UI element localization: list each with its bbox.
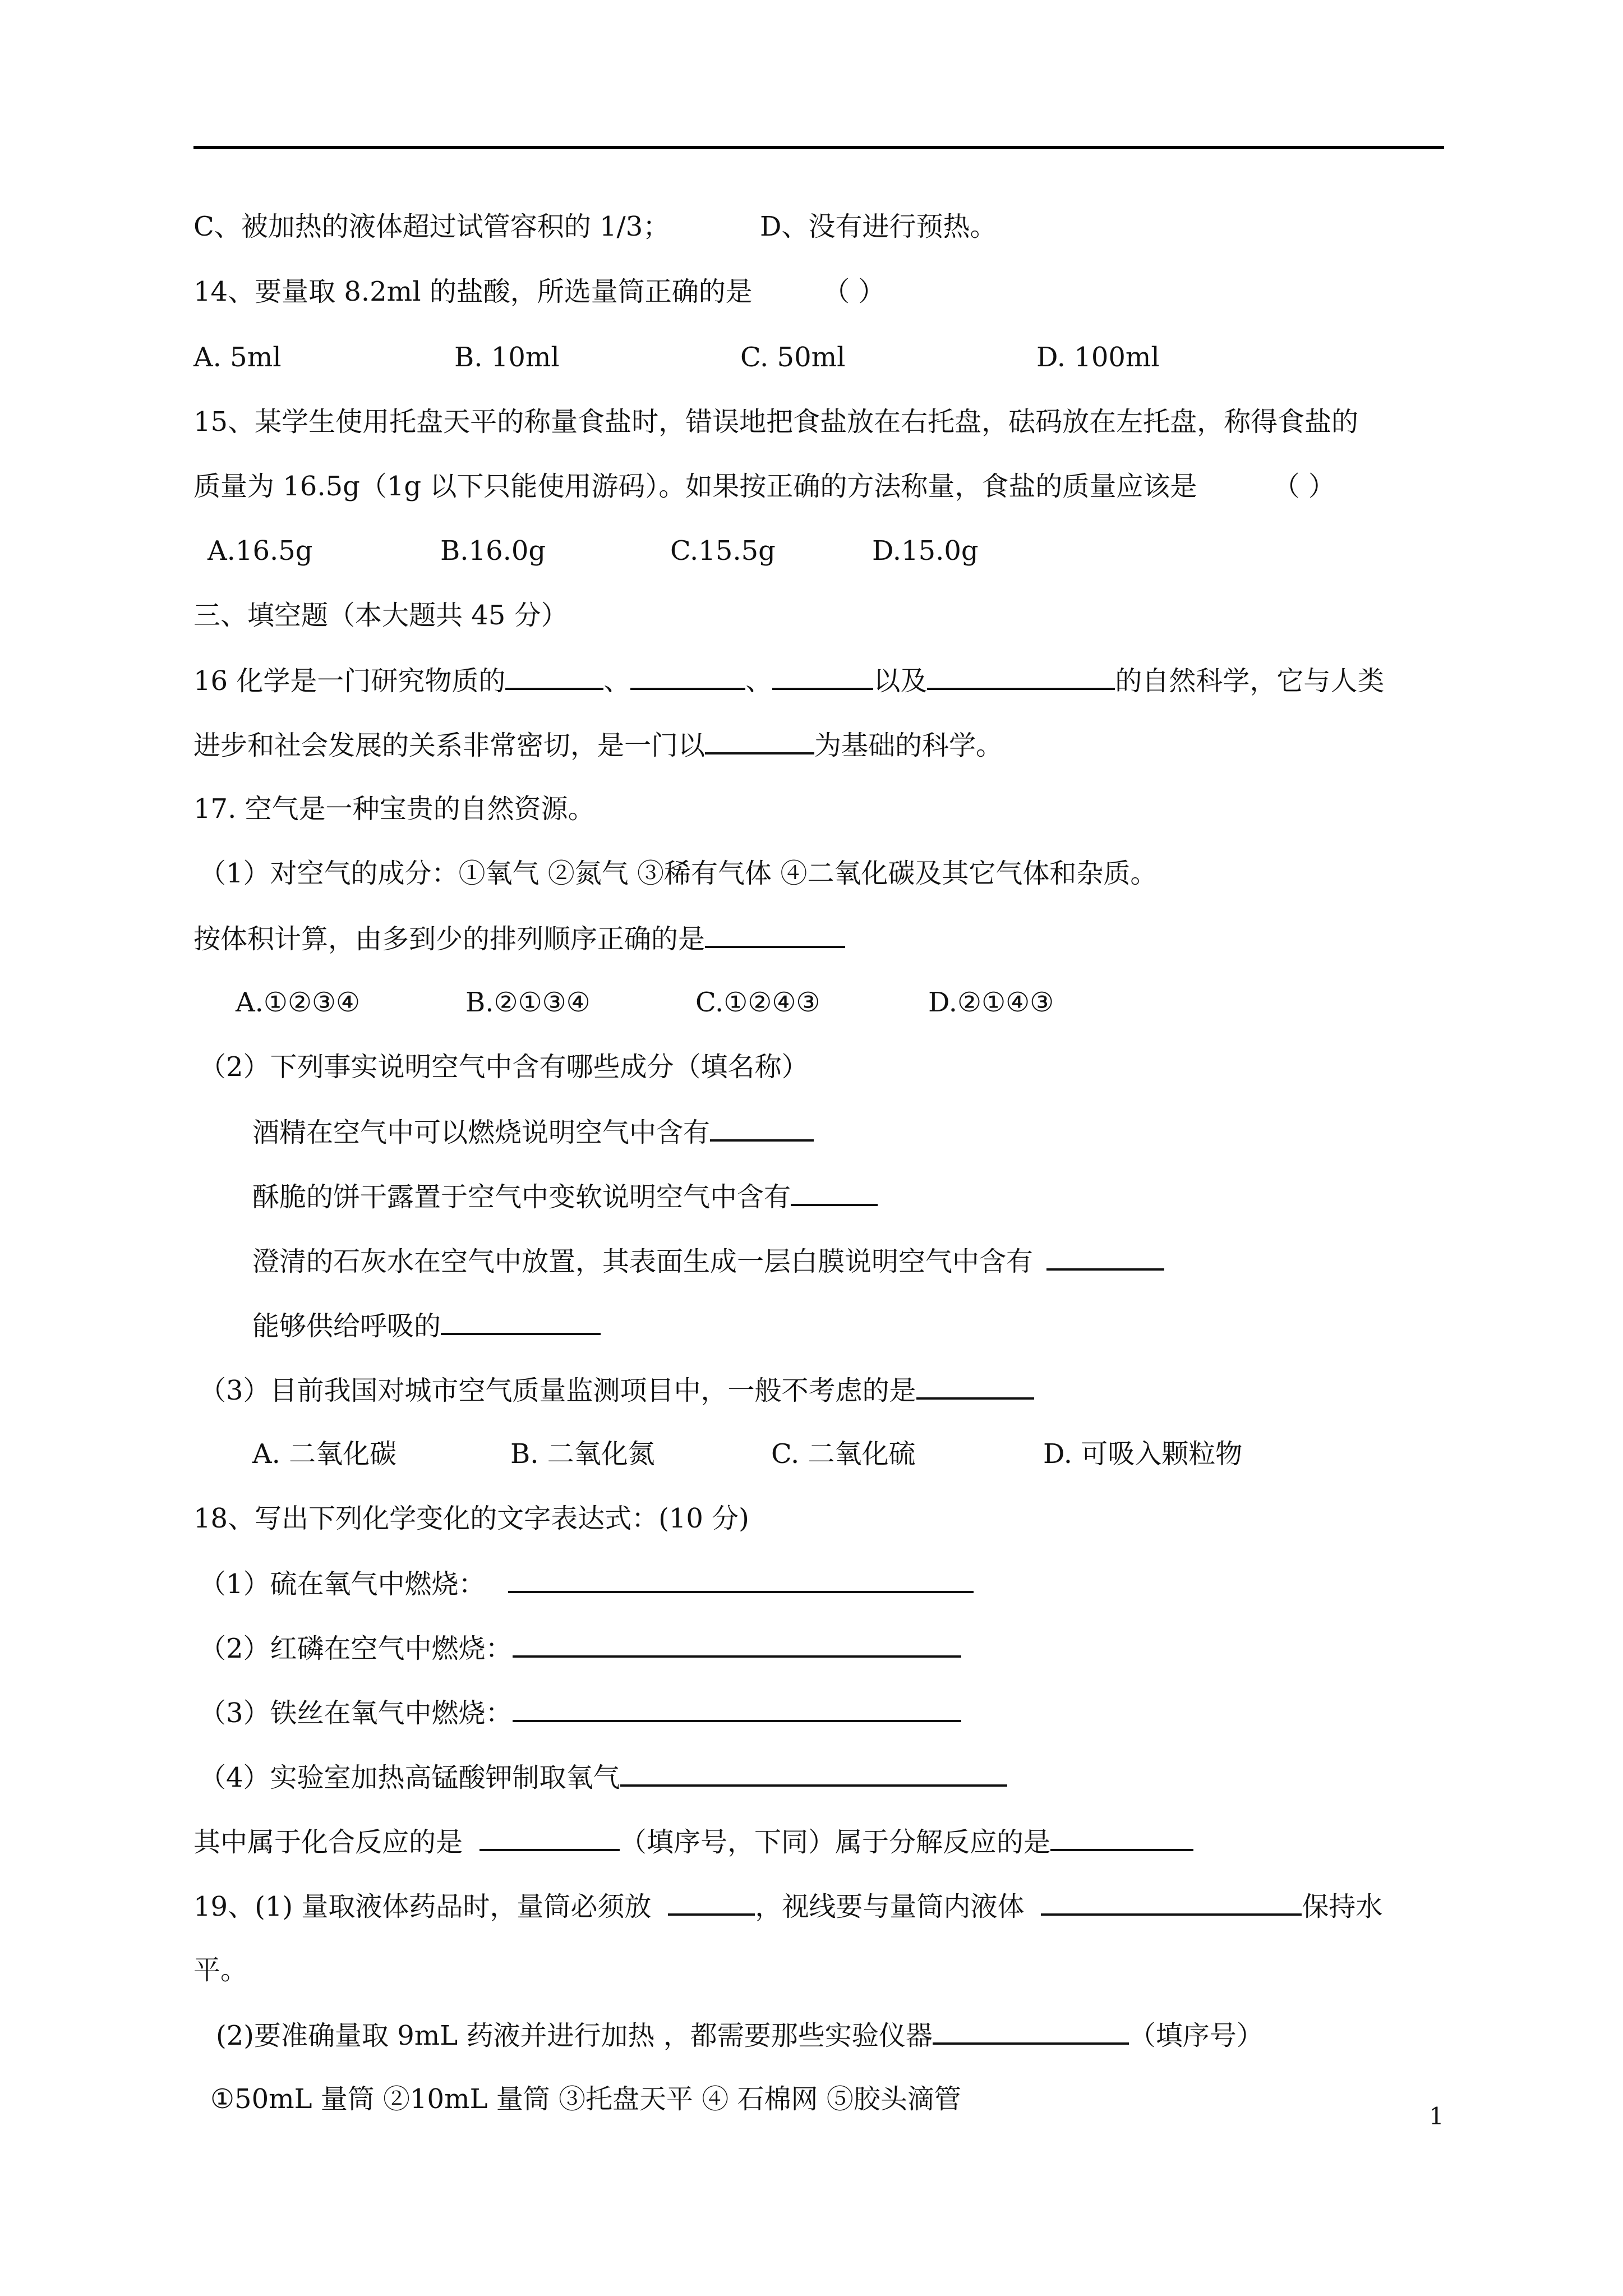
q19-sub-2 bbox=[216, 2017, 1264, 2054]
q17-blank-fact-4[interactable] bbox=[441, 1307, 601, 1335]
q18-blank-decomposition[interactable] bbox=[1050, 1823, 1193, 1851]
q17-option-d: D.②①④③ bbox=[928, 987, 1054, 1018]
q17-sub-3-text: （3）目前我国对城市空气质量监测项目中，一般不考虑的是 bbox=[199, 1375, 916, 1406]
q17-fact-3 bbox=[252, 1243, 1164, 1280]
q17-option-c: C.①②④③ bbox=[695, 987, 820, 1018]
q17-blank-fact-2[interactable] bbox=[791, 1178, 878, 1206]
q18-item-1 bbox=[199, 1565, 974, 1602]
q18-item-2-text: （2）红磷在空气中燃烧： bbox=[199, 1633, 513, 1664]
q19-blank-instruments[interactable] bbox=[933, 2017, 1129, 2045]
q17-option-a: A.①②③④ bbox=[236, 987, 361, 1018]
q17-sub-1-text: 按体积计算，由多到少的排列顺序正确的是 bbox=[193, 923, 706, 955]
q15-option-d: D.15.0g bbox=[872, 535, 979, 567]
q18-stem: 18、写出下列化学变化的文字表达式：(10 分) bbox=[193, 1503, 749, 1534]
q16-text-3: 、 bbox=[745, 665, 773, 697]
q19-sub-2-text: (2)要准确量取 9mL 药液并进行加热 ，都需要那些实验仪器 bbox=[216, 2020, 933, 2051]
q17-sub-3-option-d: D. 可吸入颗粒物 bbox=[1043, 1438, 1243, 1470]
q18-blank-4[interactable] bbox=[620, 1759, 1007, 1787]
q17-blank-sub-3[interactable] bbox=[916, 1372, 1034, 1400]
q14-option-d: D. 100ml bbox=[1036, 342, 1160, 373]
q17-blank-fact-1[interactable] bbox=[710, 1114, 814, 1142]
q18-item-3-text: （3）铁丝在氧气中燃烧： bbox=[199, 1697, 513, 1729]
q17-fact-4 bbox=[252, 1307, 601, 1344]
q15-option-a: A.16.5g bbox=[208, 535, 313, 567]
q18-item-2 bbox=[199, 1630, 961, 1667]
q16-text-4: 以及 bbox=[873, 665, 928, 697]
q19-blank-1[interactable] bbox=[668, 1888, 755, 1916]
q19-line-2: 平。 bbox=[193, 1954, 248, 1986]
q15-line-2-text: 质量为 16.5g（1g 以下只能使用游码）。如果按正确的方法称量，食盐的质量应该是 bbox=[193, 471, 1197, 502]
q17-sub-3-option-c: C. 二氧化硫 bbox=[771, 1438, 916, 1470]
q17-blank-fact-3[interactable] bbox=[1046, 1243, 1164, 1271]
q18-blank-combination[interactable] bbox=[479, 1823, 620, 1851]
header-rule bbox=[193, 146, 1444, 149]
q16-blank-4[interactable] bbox=[927, 662, 1115, 690]
page-number: 1 bbox=[1429, 2102, 1444, 2130]
q18-item-3 bbox=[199, 1694, 961, 1731]
q19-line-1 bbox=[193, 1888, 1382, 1925]
q15-option-b: B.16.0g bbox=[440, 535, 546, 567]
q17-option-b: B.②①③④ bbox=[465, 987, 591, 1018]
q16-blank-1[interactable] bbox=[505, 662, 603, 690]
q18-blank-2[interactable] bbox=[513, 1630, 961, 1658]
q18-tail-a: 其中属于化合反应的是 bbox=[193, 1826, 463, 1858]
q16-line-1 bbox=[193, 662, 1384, 699]
q16-text-6: 进步和社会发展的关系非常密切，是一门以 bbox=[193, 730, 706, 761]
q17-stem: 17. 空气是一种宝贵的自然资源。 bbox=[193, 793, 595, 825]
q15-option-c: C.15.5g bbox=[670, 535, 776, 567]
q18-classification bbox=[193, 1823, 1193, 1860]
q18-item-1-text: （1）硫在氧气中燃烧： bbox=[199, 1568, 486, 1600]
q15-line-2 bbox=[193, 468, 1335, 504]
q17-fact-4-text: 能够供给呼吸的 bbox=[252, 1310, 441, 1342]
q17-fact-1 bbox=[252, 1114, 814, 1151]
section-3-heading: 三、填空题（本大题共 45 分） bbox=[193, 600, 568, 631]
q14-option-c: C. 50ml bbox=[740, 342, 846, 373]
q17-sub-3-option-b: B. 二氧化氮 bbox=[510, 1438, 655, 1470]
q16-blank-2[interactable] bbox=[630, 662, 745, 690]
q19-instrument-list: ①50mL 量筒 ②10mL 量筒 ③托盘天平 ④ 石棉网 ⑤胶头滴管 bbox=[210, 2083, 961, 2115]
q17-sub-2: （2）下列事实说明空气中含有哪些成分（填名称） bbox=[199, 1051, 809, 1083]
q13-option-c: C、被加热的液体超过试管容积的 1/3； bbox=[193, 211, 670, 242]
q16-blank-3[interactable] bbox=[772, 662, 873, 690]
q14-option-b: B. 10ml bbox=[454, 342, 560, 373]
q16-text-2: 、 bbox=[603, 665, 631, 697]
q17-sub-3 bbox=[199, 1372, 1034, 1409]
q18-item-4-text: （4）实验室加热高锰酸钾制取氧气 bbox=[199, 1762, 620, 1793]
q13-option-d: D、没有进行预热。 bbox=[760, 211, 997, 242]
q17-sub-1-question bbox=[193, 920, 845, 957]
q14-stem-text: 14、要量取 8.2ml 的盐酸，所选量筒正确的是 bbox=[193, 276, 753, 307]
q17-fact-2 bbox=[252, 1178, 878, 1215]
q17-blank-order[interactable] bbox=[705, 920, 845, 948]
q17-fact-1-text: 酒精在空气中可以燃烧说明空气中含有 bbox=[252, 1117, 711, 1148]
q18-blank-1[interactable] bbox=[508, 1565, 974, 1593]
q17-sub-1: （1）对空气的成分：①氧气 ②氮气 ③稀有气体 ④二氧化碳及其它气体和杂质。 bbox=[199, 858, 1158, 889]
q16-text-1: 16 化学是一门研究物质的 bbox=[193, 665, 506, 697]
q14-stem bbox=[193, 274, 885, 310]
q17-sub-3-option-a: A. 二氧化碳 bbox=[252, 1438, 397, 1470]
q16-text-5: 的自然科学，它与人类 bbox=[1115, 665, 1385, 697]
q19-text-2: ，视线要与量筒内液体 bbox=[755, 1891, 1025, 1922]
q17-fact-3-text: 澄清的石灰水在空气中放置，其表面生成一层白膜说明空气中含有 bbox=[252, 1246, 1034, 1277]
q18-blank-3[interactable] bbox=[513, 1694, 961, 1722]
q18-item-4 bbox=[199, 1759, 1007, 1796]
q19-blank-2[interactable] bbox=[1041, 1888, 1302, 1916]
q16-text-7: 为基础的科学。 bbox=[814, 730, 1003, 761]
q15-line-1: 15、某学生使用托盘天平的称量食盐时，错误地把食盐放在右托盘，砝码放在左托盘，称得食盐的 bbox=[193, 406, 1359, 438]
q16-blank-5[interactable] bbox=[705, 726, 814, 754]
q19-text-3: 保持水 bbox=[1302, 1891, 1383, 1922]
q17-fact-2-text: 酥脆的饼干露置于空气中变软说明空气中含有 bbox=[252, 1181, 791, 1213]
q19-sub-2-hint: （填序号） bbox=[1128, 2020, 1264, 2051]
q16-line-2 bbox=[193, 726, 1003, 763]
q15-answer-paren: （ ） bbox=[1272, 471, 1335, 502]
q19-text-1: 19、(1) 量取液体药品时，量筒必须放 bbox=[193, 1891, 652, 1922]
q18-tail-b: （填序号，下同）属于分解反应的是 bbox=[620, 1826, 1051, 1858]
q14-option-a: A. 5ml bbox=[193, 342, 282, 373]
q14-answer-paren: （ ） bbox=[823, 276, 886, 307]
